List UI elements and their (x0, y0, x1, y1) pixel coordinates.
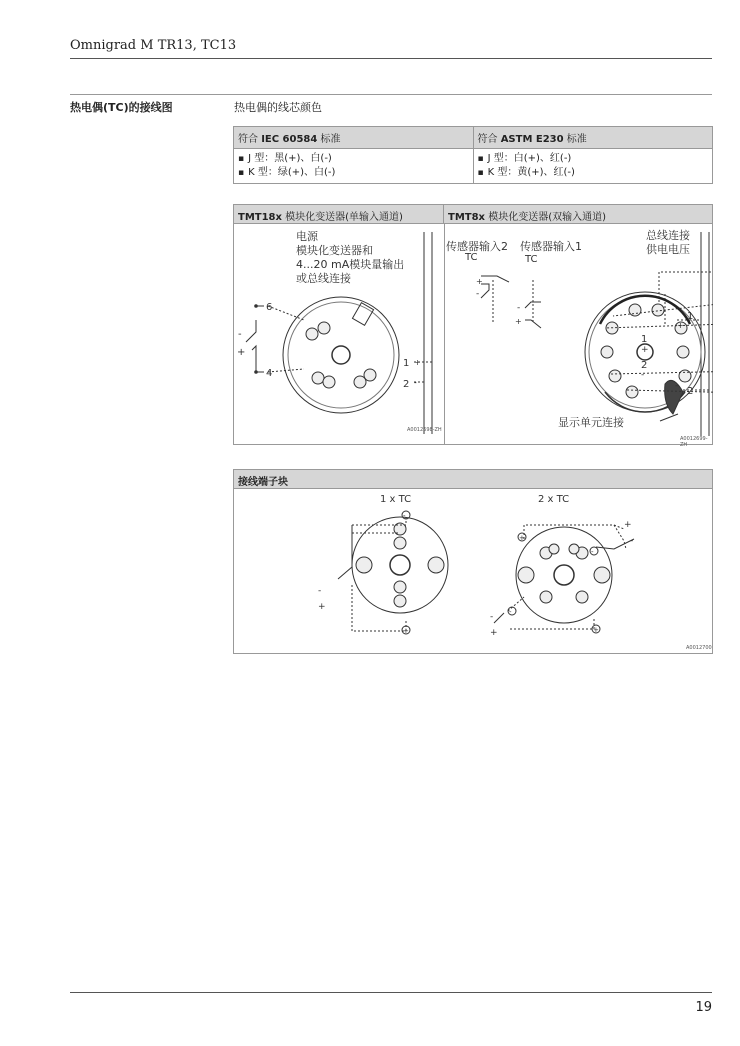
display-connection-label: 显示单元连接 (558, 416, 624, 429)
svg-text:-: - (641, 370, 645, 380)
footer-rule (70, 992, 712, 993)
svg-text:1: 1 (687, 311, 694, 322)
svg-text:-: - (517, 303, 521, 313)
svg-text:-: - (318, 586, 322, 596)
svg-text:+: + (677, 321, 684, 330)
svg-text:+: + (519, 534, 525, 542)
terminal-block-figure (233, 469, 713, 654)
svg-text:-: - (675, 381, 679, 391)
svg-text:1: 1 (403, 358, 410, 369)
bus-line: 供电电压 (646, 243, 690, 256)
svg-text:-: - (403, 512, 406, 520)
document-title: Omnigrad M TR13, TC13 (70, 38, 237, 53)
section-title: 热电偶(TC)的接线图 (70, 101, 173, 114)
svg-text:-: - (238, 329, 242, 340)
svg-text:+: + (476, 277, 483, 286)
transmitter-figure (233, 204, 713, 448)
svg-text:+: + (641, 345, 649, 355)
astm-header: 符合 ASTM E230 标准 (473, 127, 713, 149)
svg-text:+: + (593, 626, 599, 634)
svg-text:+: + (490, 628, 498, 638)
note-line: 电源 (296, 230, 318, 243)
page-number: 19 (695, 1000, 712, 1015)
svg-text:-: - (591, 548, 594, 556)
svg-text:-: - (414, 378, 417, 387)
svg-text:6: 6 (266, 302, 273, 313)
svg-text:-: - (509, 608, 512, 616)
note-line: 或总线连接 (296, 272, 351, 285)
svg-text:+: + (414, 358, 421, 367)
astm-cell (473, 149, 713, 184)
terminal-figure-code: A0012700 (686, 645, 712, 651)
astm-row-j: ▪ J 型：白(+)、红(-) (478, 152, 709, 166)
bus-line: 总线连接 (646, 229, 690, 242)
svg-text:+: + (403, 627, 409, 635)
iec-header: 符合 IEC 60584 标准 (234, 127, 474, 149)
right-figure-code: A0012699-ZH (680, 436, 708, 448)
note-line: 4...20 mA模块量输出 (296, 258, 405, 271)
tc-label-1: TC (525, 254, 538, 265)
label-2xtc: 2 x TC (538, 494, 570, 505)
header-rule (70, 58, 712, 59)
sensor2-label: 传感器输入2 (446, 240, 508, 253)
left-figure-code: A0012698-ZH (407, 427, 442, 433)
tmt8x-header: TMT8x 模块化变送器(双输入通道) (444, 205, 712, 224)
svg-text:-: - (490, 612, 494, 622)
astm-row-k: ▪ K 型：黄(+)、红(-) (478, 166, 709, 180)
iec-row-j: ▪ J 型：黑(+)、白(-) (238, 152, 469, 166)
svg-text:2: 2 (403, 379, 410, 390)
wire-color-table (233, 126, 713, 184)
svg-text:4: 4 (266, 368, 273, 379)
iec-row-k: ▪ K 型：绿(+)、白(-) (238, 166, 469, 180)
section-rule (70, 94, 712, 95)
svg-text:1: 1 (641, 334, 648, 345)
section-subtitle: 热电偶的线芯颜色 (234, 101, 322, 114)
svg-text:+: + (624, 520, 632, 530)
svg-text:-: - (630, 536, 634, 546)
terminal-block-header: 接线端子块 (234, 470, 712, 489)
label-1xtc: 1 x TC (380, 494, 412, 505)
iec-cell (234, 149, 474, 184)
tc-label-2: TC (465, 252, 478, 263)
tmt18x-diagram (234, 224, 444, 444)
terminal-diagram (234, 489, 712, 653)
note-line: 模块化变送器和 (296, 244, 373, 257)
svg-text:2: 2 (687, 386, 694, 397)
svg-text:+: + (515, 317, 522, 326)
sensor1-label: 传感器输入1 (520, 240, 582, 253)
svg-text:+: + (237, 347, 246, 358)
svg-text:2: 2 (641, 360, 648, 371)
tmt18x-header: TMT18x 模块化变送器(单输入通道) (234, 205, 444, 224)
svg-text:-: - (476, 289, 480, 299)
tmt8x-diagram (445, 224, 713, 444)
svg-text:+: + (318, 602, 326, 612)
